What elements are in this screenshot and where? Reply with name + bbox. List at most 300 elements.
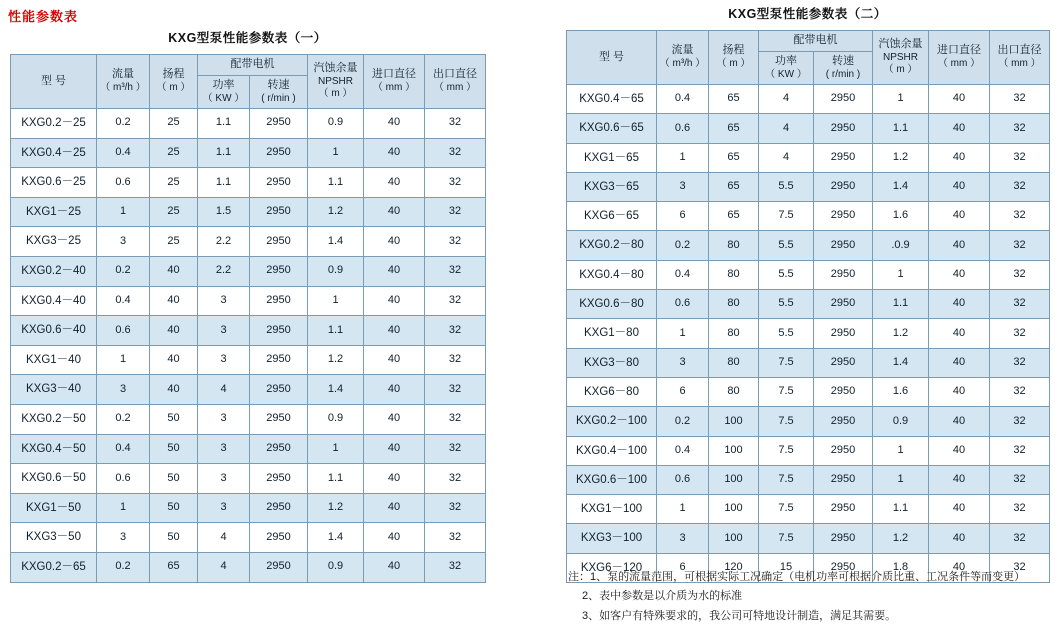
header-power	[198, 75, 250, 108]
table-cell: .0.9	[873, 231, 929, 260]
table-cell: 40	[364, 286, 425, 316]
table-cell: 4	[198, 552, 250, 582]
header-head-label: 扬程	[722, 44, 745, 57]
table-cell: 65	[709, 85, 759, 114]
table-row	[11, 138, 486, 168]
table-cell: 1	[657, 319, 709, 348]
table-cell: 2950	[814, 465, 873, 494]
table-cell: 2.2	[198, 256, 250, 286]
table-cell: 0.6	[97, 316, 150, 346]
table-cell: 4	[759, 85, 814, 114]
header-npshr-label: 汽蚀余量	[313, 62, 358, 75]
header-model: 型 号	[567, 31, 657, 85]
table-cell: 1	[97, 493, 150, 523]
table-cell: 40	[364, 168, 425, 198]
header-flow-unit: （ m³/h ）	[100, 82, 146, 94]
cell-model: KXG1－40	[11, 345, 97, 375]
table-cell: 4	[198, 375, 250, 405]
table-cell: 2950	[250, 345, 308, 375]
notes-block	[568, 568, 1048, 626]
cell-model: KXG0.4－50	[11, 434, 97, 464]
cell-model: KXG0.6－80	[567, 290, 657, 319]
table-cell: 1.2	[308, 493, 364, 523]
table-cell: 32	[990, 202, 1050, 231]
table-cell: 32	[990, 172, 1050, 201]
header-head	[150, 55, 198, 109]
table-cell: 65	[709, 172, 759, 201]
table-cell: 40	[150, 286, 198, 316]
page-title: 性能参数表	[8, 9, 79, 24]
header-power	[759, 51, 814, 84]
header-npshr-unit: （ m ）	[883, 64, 918, 76]
table-cell: 7.5	[759, 495, 814, 524]
table-cell: 32	[990, 231, 1050, 260]
table-header-row	[11, 55, 486, 76]
table-cell: 0.9	[308, 404, 364, 434]
table-row	[567, 85, 1050, 114]
table-cell: 0.2	[657, 231, 709, 260]
table-cell: 1	[873, 436, 929, 465]
header-npshr-label: 汽蚀余量	[878, 38, 923, 51]
table-row	[567, 231, 1050, 260]
table-cell: 1.2	[873, 319, 929, 348]
table-cell: 1.5	[198, 197, 250, 227]
table-row	[11, 493, 486, 523]
header-motor: 配带电机	[198, 55, 308, 76]
table-cell: 2950	[814, 114, 873, 143]
table-cell: 3	[657, 348, 709, 377]
table-cell: 2950	[814, 172, 873, 201]
table-cell: 0.9	[308, 256, 364, 286]
cell-model: KXG1－25	[11, 197, 97, 227]
table-cell: 32	[425, 523, 486, 553]
table-cell: 100	[709, 465, 759, 494]
table-cell: 80	[709, 319, 759, 348]
table-cell: 100	[709, 524, 759, 553]
table-cell: 0.4	[657, 260, 709, 289]
table-cell: 40	[364, 434, 425, 464]
cell-model: KXG0.6－65	[567, 114, 657, 143]
cell-model: KXG0.4－40	[11, 286, 97, 316]
table-cell: 0.6	[97, 464, 150, 494]
table-cell: 3	[198, 404, 250, 434]
table-cell: 40	[929, 231, 990, 260]
table-cell: 40	[150, 375, 198, 405]
table-cell: 1.4	[308, 375, 364, 405]
table-cell: 32	[990, 260, 1050, 289]
cell-model: KXG0.6－100	[567, 465, 657, 494]
header-power-unit: （ KW ）	[765, 68, 807, 80]
table-cell: 0.4	[657, 436, 709, 465]
table-row	[11, 434, 486, 464]
header-npshr	[873, 31, 929, 85]
table-cell: 1.2	[873, 143, 929, 172]
header-head-label: 扬程	[162, 68, 185, 81]
table-cell: 32	[425, 345, 486, 375]
header-inlet	[364, 55, 425, 109]
header-outlet	[990, 31, 1050, 85]
table-cell: 32	[425, 286, 486, 316]
table-cell: 2950	[250, 197, 308, 227]
table-cell: 1	[308, 434, 364, 464]
table-cell: 5.5	[759, 319, 814, 348]
table-cell: 2950	[250, 375, 308, 405]
table-cell: 40	[929, 143, 990, 172]
table-cell: 0.9	[308, 109, 364, 139]
table-row	[11, 256, 486, 286]
table-cell: 2950	[814, 348, 873, 377]
table-row	[567, 495, 1050, 524]
table-cell: 1.4	[308, 227, 364, 257]
table-cell: 40	[929, 465, 990, 494]
table-cell: 2950	[250, 493, 308, 523]
table-cell: 80	[709, 260, 759, 289]
cell-model: KXG6－120	[567, 553, 657, 582]
table-cell: 40	[929, 436, 990, 465]
table-cell: 50	[150, 434, 198, 464]
table-cell: 2950	[814, 524, 873, 553]
table-cell: 2950	[250, 464, 308, 494]
table-cell: 25	[150, 168, 198, 198]
table-row	[11, 316, 486, 346]
table-cell: 1	[657, 143, 709, 172]
table-cell: 40	[929, 524, 990, 553]
table-row	[11, 523, 486, 553]
cell-model: KXG3－100	[567, 524, 657, 553]
table-row	[567, 436, 1050, 465]
table-cell: 1.1	[873, 495, 929, 524]
header-npshr	[308, 55, 364, 109]
table-cell: 40	[929, 290, 990, 319]
table-row	[11, 168, 486, 198]
cell-model: KXG1－65	[567, 143, 657, 172]
table-cell: 1	[308, 286, 364, 316]
table-row	[11, 464, 486, 494]
table-cell: 80	[709, 290, 759, 319]
cell-model: KXG1－100	[567, 495, 657, 524]
table-cell: 32	[990, 85, 1050, 114]
header-speed	[250, 75, 308, 108]
table-cell: 1.6	[873, 377, 929, 406]
table-row	[11, 197, 486, 227]
performance-table-1	[10, 54, 486, 583]
table-cell: 100	[709, 436, 759, 465]
table-cell: 1.8	[873, 553, 929, 582]
table-cell: 40	[929, 202, 990, 231]
table-cell: 2950	[250, 404, 308, 434]
table-cell: 32	[990, 465, 1050, 494]
table-cell: 4	[198, 523, 250, 553]
header-speed-unit: ( r/min )	[825, 68, 861, 80]
table-cell: 1.2	[308, 345, 364, 375]
table-cell: 0.6	[657, 114, 709, 143]
cell-model: KXG0.2－25	[11, 109, 97, 139]
table-cell: 32	[990, 114, 1050, 143]
table-row	[567, 143, 1050, 172]
header-speed-label: 转速	[267, 78, 290, 91]
header-inlet-unit: （ mm ）	[372, 82, 416, 94]
table-row	[567, 172, 1050, 201]
table-cell: 40	[929, 114, 990, 143]
table-cell: 0.2	[97, 109, 150, 139]
cell-model: KXG6－65	[567, 202, 657, 231]
table-cell: 0.2	[97, 552, 150, 582]
table-cell: 0.6	[657, 465, 709, 494]
table-cell: 32	[425, 197, 486, 227]
table-cell: 1	[97, 197, 150, 227]
table-cell: 0.2	[657, 407, 709, 436]
performance-table-2	[566, 30, 1050, 583]
table-row	[11, 109, 486, 139]
table-cell: 3	[198, 464, 250, 494]
header-power-unit: （ KW ）	[202, 92, 245, 104]
header-motor: 配带电机	[759, 31, 873, 52]
table-cell: 15	[759, 553, 814, 582]
header-speed	[814, 51, 873, 84]
table-cell: 7.5	[759, 348, 814, 377]
table-row	[11, 375, 486, 405]
table-cell: 32	[425, 552, 486, 582]
cell-model: KXG1－50	[11, 493, 97, 523]
table-cell: 2.2	[198, 227, 250, 257]
header-head-unit: （ m ）	[156, 82, 191, 94]
table-cell: 2950	[250, 434, 308, 464]
table-cell: 40	[364, 552, 425, 582]
table-cell: 1.1	[873, 290, 929, 319]
table-cell: 40	[929, 348, 990, 377]
table-row	[567, 260, 1050, 289]
table-cell: 40	[150, 256, 198, 286]
table-cell: 40	[364, 493, 425, 523]
table-cell: 2950	[814, 202, 873, 231]
table-cell: 1.4	[873, 348, 929, 377]
table-cell: 5.5	[759, 172, 814, 201]
table-cell: 32	[990, 348, 1050, 377]
left-table-caption: KXG型泵性能参数表（一）	[168, 31, 327, 45]
header-flow-label: 流量	[112, 68, 134, 81]
header-npshr-abbr: NPSHR	[882, 51, 918, 63]
table-cell: 6	[657, 377, 709, 406]
table-cell: 2950	[250, 138, 308, 168]
table-cell: 3	[97, 227, 150, 257]
table-cell: 40	[364, 316, 425, 346]
cell-model: KXG0.6－25	[11, 168, 97, 198]
table-cell: 5.5	[759, 290, 814, 319]
cell-model: KXG0.2－80	[567, 231, 657, 260]
table-cell: 40	[364, 227, 425, 257]
table-cell: 40	[929, 260, 990, 289]
header-inlet-label: 进口直径	[937, 44, 981, 57]
table-row	[11, 404, 486, 434]
header-speed-label: 转速	[832, 54, 854, 67]
table-cell: 2950	[814, 260, 873, 289]
table-row	[567, 319, 1050, 348]
table-row	[567, 348, 1050, 377]
table-cell: 32	[990, 290, 1050, 319]
table-cell: 7.5	[759, 377, 814, 406]
table-row	[567, 377, 1050, 406]
table-cell: 3	[657, 524, 709, 553]
table-cell: 25	[150, 109, 198, 139]
cell-model: KXG0.6－50	[11, 464, 97, 494]
table-cell: 1.1	[198, 138, 250, 168]
header-npshr-unit: （ m ）	[318, 88, 353, 100]
header-npshr-abbr: NPSHR	[317, 75, 353, 87]
header-outlet-unit: （ mm ）	[998, 58, 1041, 70]
cell-model: KXG0.4－100	[567, 436, 657, 465]
table-cell: 32	[990, 495, 1050, 524]
table-cell: 40	[364, 464, 425, 494]
table-cell: 2950	[250, 316, 308, 346]
table-cell: 32	[425, 493, 486, 523]
cell-model: KXG3－25	[11, 227, 97, 257]
note-line: 3、如客户有特殊要求的，我公司可特地设计制造，满足其需要。	[582, 609, 897, 622]
table-cell: 3	[97, 375, 150, 405]
header-head-unit: （ m ）	[716, 58, 751, 70]
table-row	[567, 114, 1050, 143]
table-cell: 0.2	[97, 256, 150, 286]
cell-model: KXG0.4－65	[567, 85, 657, 114]
table-cell: 40	[364, 138, 425, 168]
table-cell: 2950	[814, 407, 873, 436]
table-row	[567, 290, 1050, 319]
table-cell: 65	[709, 114, 759, 143]
table-cell: 7.5	[759, 202, 814, 231]
header-outlet	[425, 55, 486, 109]
table-cell: 80	[709, 377, 759, 406]
table-cell: 3	[198, 493, 250, 523]
table-cell: 40	[929, 172, 990, 201]
table-cell: 32	[425, 227, 486, 257]
table-cell: 32	[425, 464, 486, 494]
table-cell: 32	[990, 377, 1050, 406]
performance-table-1-body	[11, 109, 486, 583]
table-cell: 32	[990, 436, 1050, 465]
table-cell: 2950	[814, 436, 873, 465]
header-outlet-label: 出口直径	[997, 44, 1042, 57]
table-cell: 2950	[250, 256, 308, 286]
table-cell: 65	[150, 552, 198, 582]
left-table-panel	[10, 28, 485, 583]
table-cell: 3	[657, 172, 709, 201]
table-cell: 40	[364, 345, 425, 375]
table-cell: 32	[990, 143, 1050, 172]
table-row	[11, 286, 486, 316]
cell-model: KXG0.6－40	[11, 316, 97, 346]
table-cell: 0.9	[308, 552, 364, 582]
table-cell: 0.4	[97, 434, 150, 464]
table-cell: 0.6	[657, 290, 709, 319]
table-cell: 50	[150, 404, 198, 434]
table-cell: 1.2	[873, 524, 929, 553]
cell-model: KXG0.4－25	[11, 138, 97, 168]
header-flow	[657, 31, 709, 85]
cell-model: KXG0.4－80	[567, 260, 657, 289]
table-cell: 40	[929, 407, 990, 436]
table-cell: 32	[425, 168, 486, 198]
table-cell: 1.4	[308, 523, 364, 553]
header-inlet-label: 进口直径	[372, 68, 416, 81]
header-outlet-unit: （ mm ）	[433, 82, 477, 94]
table-cell: 32	[425, 109, 486, 139]
table-cell: 0.4	[657, 85, 709, 114]
table-cell: 1	[873, 465, 929, 494]
cell-model: KXG1－80	[567, 319, 657, 348]
table-cell: 40	[364, 109, 425, 139]
table-cell: 40	[929, 319, 990, 348]
cell-model: KXG0.2－40	[11, 256, 97, 286]
table-cell: 0.2	[97, 404, 150, 434]
table-cell: 3	[198, 434, 250, 464]
table-cell: 0.9	[873, 407, 929, 436]
table-cell: 40	[364, 375, 425, 405]
table-cell: 2950	[814, 231, 873, 260]
table-cell: 32	[425, 138, 486, 168]
table-cell: 3	[198, 286, 250, 316]
table-cell: 7.5	[759, 524, 814, 553]
table-cell: 65	[709, 143, 759, 172]
table-cell: 3	[97, 523, 150, 553]
cell-model: KXG0.2－65	[11, 552, 97, 582]
table-cell: 1.1	[308, 168, 364, 198]
table-cell: 40	[364, 523, 425, 553]
table-cell: 32	[990, 319, 1050, 348]
table-cell: 32	[425, 404, 486, 434]
table-cell: 7.5	[759, 436, 814, 465]
table-cell: 50	[150, 493, 198, 523]
table-cell: 0.6	[97, 168, 150, 198]
table-cell: 100	[709, 407, 759, 436]
table-row	[11, 552, 486, 582]
table-cell: 1.1	[198, 109, 250, 139]
header-model: 型 号	[11, 55, 97, 109]
table-cell: 2950	[250, 523, 308, 553]
cell-model: KXG3－40	[11, 375, 97, 405]
table-cell: 50	[150, 464, 198, 494]
table-row	[567, 524, 1050, 553]
table-row	[567, 465, 1050, 494]
table-cell: 1.4	[873, 172, 929, 201]
table-cell: 2950	[814, 143, 873, 172]
cell-model: KXG0.2－50	[11, 404, 97, 434]
table-cell: 3	[198, 345, 250, 375]
header-head	[709, 31, 759, 85]
table-cell: 1	[873, 85, 929, 114]
table-cell: 2950	[250, 286, 308, 316]
header-speed-unit: ( r/min )	[261, 92, 296, 104]
table-cell: 32	[425, 316, 486, 346]
table-cell: 2950	[814, 319, 873, 348]
table-row	[567, 202, 1050, 231]
table-cell: 32	[425, 256, 486, 286]
table-cell: 2950	[250, 109, 308, 139]
table-cell: 0.4	[97, 286, 150, 316]
table-cell: 1.1	[198, 168, 250, 198]
table-cell: 2950	[250, 552, 308, 582]
table-cell: 1.6	[873, 202, 929, 231]
cell-model: KXG6－80	[567, 377, 657, 406]
table-cell: 32	[425, 434, 486, 464]
header-flow	[97, 55, 150, 109]
note-line: 2、表中参数是以介质为水的标准	[582, 590, 743, 603]
table-cell: 100	[709, 495, 759, 524]
header-power-label: 功率	[212, 78, 235, 91]
table-cell: 1	[308, 138, 364, 168]
table-cell: 80	[709, 231, 759, 260]
table-cell: 40	[364, 404, 425, 434]
right-table-panel	[566, 4, 1049, 583]
table-cell: 50	[150, 523, 198, 553]
